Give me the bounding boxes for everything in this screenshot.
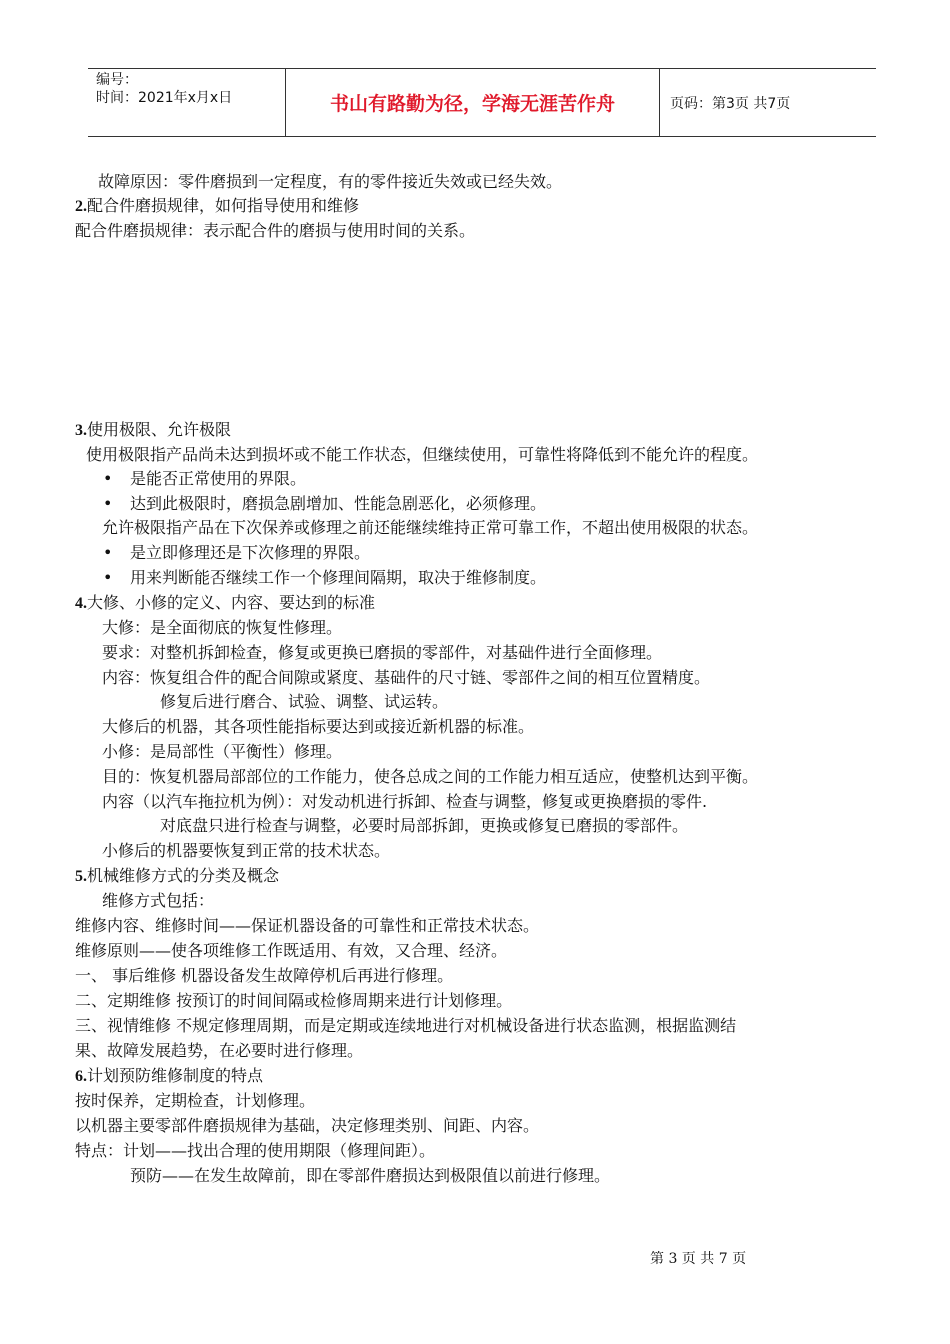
- bullet-icon: •: [103, 494, 113, 513]
- text-line: 内容：恢复组合件的配合间隙或紧度、基础件的尺寸链、零部件之间的相互位置精度。: [102, 668, 711, 687]
- section-heading: 4.大修、小修的定义、内容、要达到的标准: [75, 593, 376, 612]
- text-line: 要求：对整机拆卸检查，修复或更换已磨损的零部件，对基础件进行全面修理。: [102, 643, 663, 662]
- text-line: 特点：计划——找出合理的使用期限（修理间距）。: [75, 1141, 436, 1160]
- text-line: 二、定期维修 按预订的时间间隔或检修周期来进行计划修理。: [75, 991, 513, 1010]
- text-line: 小修：是局部性（平衡性）修理。: [102, 742, 343, 761]
- motto: 书山有路勤为径，学海无涯苦作舟: [286, 69, 660, 136]
- text-line: 小修后的机器要恢复到正常的技术状态。: [102, 841, 391, 860]
- text-line: 预防——在发生故障前，即在零部件磨损达到极限值以前进行修理。: [130, 1166, 611, 1185]
- text-line: 允许极限指产品在下次保养或修理之前还能继续维持正常可靠工作，不超出使用极限的状态。: [102, 518, 759, 537]
- section-heading: 2.配合件磨损规律，如何指导使用和维修: [75, 196, 360, 215]
- text-line: 大修后的机器，其各项性能指标要达到或接近新机器的标准。: [102, 717, 535, 736]
- text-line: 三、视情维修 不规定修理周期，而是定期或连续地进行对机械设备进行状态监测，根据监测结: [75, 1016, 737, 1035]
- header-meta: [88, 69, 286, 136]
- text-line: 维修方式包括：: [102, 891, 215, 910]
- text-line: 大修：是全面彻底的恢复性修理。: [102, 618, 343, 637]
- text-line: 以机器主要零部件磨损规律为基础，决定修理类别、间距、内容。: [75, 1116, 540, 1135]
- section-heading: 5.机械维修方式的分类及概念: [75, 866, 280, 885]
- text-line: 按时保养，定期检查，计划修理。: [75, 1091, 316, 1110]
- text-line: 维修原则——使各项维修工作既适用、有效，又合理、经济。: [75, 941, 508, 960]
- bullet-icon: •: [103, 469, 113, 488]
- page-info: 页码：第3页 共7页: [670, 95, 791, 112]
- text-line: 修复后进行磨合、试验、调整、试运转。: [160, 692, 449, 711]
- code-label: 编号：: [96, 72, 138, 88]
- section-heading: 3.使用极限、允许极限: [75, 420, 232, 439]
- text-line: 维修内容、维修时间——保证机器设备的可靠性和正常技术状态。: [75, 916, 540, 935]
- text-line: 内容（以汽车拖拉机为例）：对发动机进行拆卸、检查与调整，修复或更换磨损的零件.: [102, 792, 708, 811]
- text-line: 一、 事后维修 机器设备发生故障停机后再进行修理。: [75, 966, 454, 985]
- text-line: 目的：恢复机器局部部位的工作能力，使各总成之间的工作能力相互适应，使整机达到平衡。: [102, 767, 759, 786]
- bullet-icon: •: [103, 568, 113, 587]
- list-item: 是能否正常使用的界限。: [130, 469, 307, 488]
- page-footer: 第 3 页 共 7 页: [650, 1251, 747, 1267]
- text-line: 对底盘只进行检查与调整，必要时局部拆卸，更换或修复已磨损的零部件。: [160, 816, 689, 835]
- time-label: 时间：2021年x月x日: [96, 90, 233, 106]
- list-item: 用来判断能否继续工作一个修理间隔期，取决于维修制度。: [130, 568, 547, 587]
- text-line: 故障原因：零件磨损到一定程度，有的零件接近失效或已经失效。: [98, 172, 563, 191]
- text-line: 果、故障发展趋势，在必要时进行修理。: [75, 1041, 364, 1060]
- section-heading: 6.计划预防维修制度的特点: [75, 1066, 264, 1085]
- bullet-icon: •: [103, 543, 113, 562]
- page-header: [88, 68, 876, 137]
- list-item: 达到此极限时，磨损急剧增加、性能急剧恶化，必须修理。: [130, 494, 547, 513]
- text-line: 使用极限指产品尚未达到损坏或不能工作状态，但继续使用，可靠性将降低到不能允许的程度。: [86, 445, 759, 464]
- list-item: 是立即修理还是下次修理的界限。: [130, 543, 371, 562]
- text-line: 配合件磨损规律：表示配合件的磨损与使用时间的关系。: [75, 221, 476, 240]
